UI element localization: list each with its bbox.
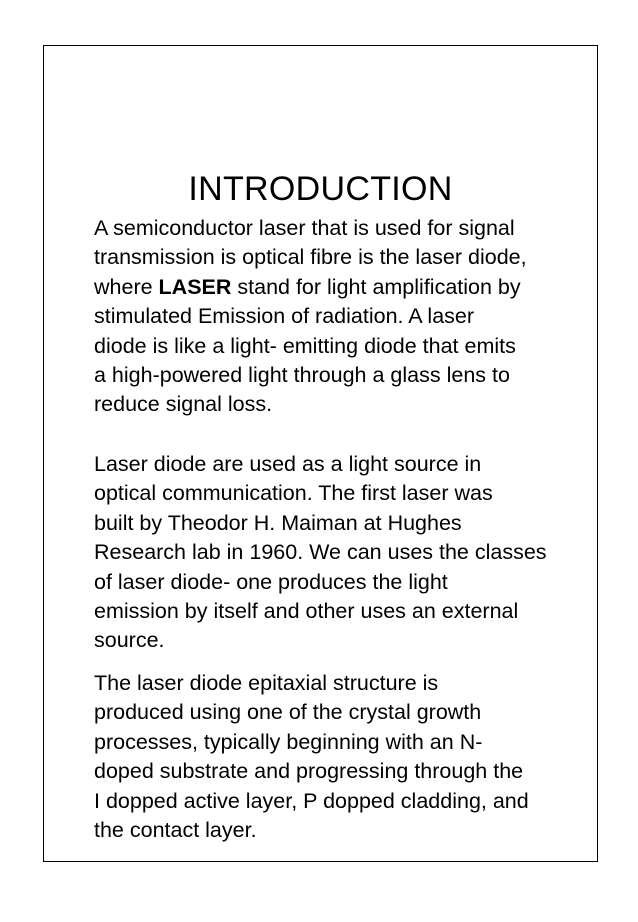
paragraph-2-line-2: optical communication. The first laser was [94,481,493,506]
paragraph-1-line-7: reduce signal loss. [94,392,273,417]
paragraph-3-line-2: produced using one of the crystal growth [94,700,482,725]
paragraph-3-line-3: processes, typically beginning with an N- [94,729,483,754]
paragraph-1-line-6: a high-powered light through a glass lens to [94,363,510,388]
paragraph-2-line-6: emission by itself and other uses an external [94,599,519,624]
paragraph-2-line-5: of laser diode- one produces the light [94,569,448,594]
paragraph-3-line-6: the contact layer. [94,818,257,843]
line-prefix: where [94,274,159,299]
page-title: INTRODUCTION [188,170,453,208]
laser-acronym: LASER [158,274,232,299]
line-suffix: stand for light amplification by [231,274,521,299]
paragraph-3 [94,669,544,845]
paragraph-2-line-7: source. [94,628,165,653]
paragraph-3-line-1: The laser diode epitaxial structure is [94,671,439,695]
paragraph-2-line-4: Research lab in 1960. We can uses the classes [94,540,547,565]
paragraph-2 [94,450,547,656]
page-frame [43,45,598,862]
paragraph-2-line-1: Laser diode are used as a light source in [94,452,482,476]
paragraph-1-line-4: stimulated Emission of radiation. A laser [94,304,475,329]
paragraph-1-line-1: A semiconductor laser that is used for signal [94,216,515,240]
paragraph-1 [94,214,544,420]
paragraph-3-line-4: doped substrate and progressing through the [94,759,524,784]
paragraph-1-line-2: transmission is optical fibre is the laser diode, [94,245,527,270]
paragraph-2-line-3: built by Theodor H. Maiman at Hughes [94,510,462,535]
paragraph-1-line-5: diode is like a light- emitting diode that emits [94,333,516,358]
paragraph-3-line-5: I dopped active layer, P dopped cladding, and [94,788,529,813]
paragraph-1-line-3 [94,273,544,302]
